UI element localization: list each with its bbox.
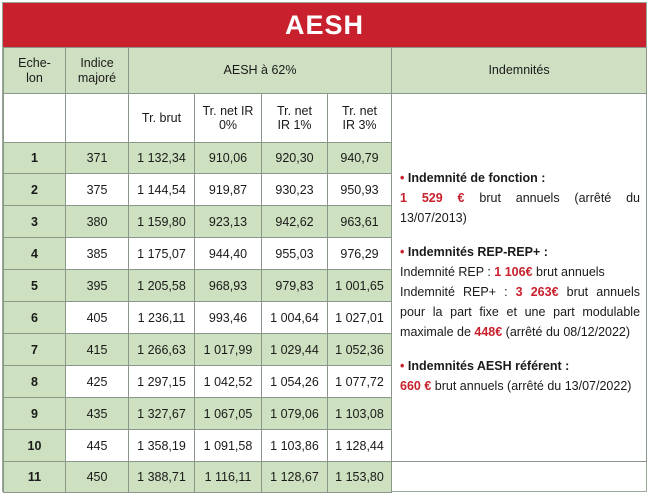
cell-echelon: 3 (4, 206, 66, 238)
cell-indice: 425 (66, 366, 129, 398)
bullet-icon: • (400, 170, 405, 185)
indemnite-rep-amount: 1 106€ (494, 264, 533, 279)
indemnite-repplus-mid: brut annuels pour la part fixe et une part modulable maximale de (400, 284, 641, 339)
cell-tr-brut: 1 266,63 (129, 334, 195, 366)
indemnite-fonction-text: brut annuels (arrêté du 13/07/2013) (400, 190, 641, 225)
indemnite-fonction (400, 168, 640, 228)
col-header-tr-net-ir3-l1: Tr. net (342, 104, 377, 118)
cell-tr-brut: 1 144,54 (129, 174, 195, 206)
indemnite-repplus-amount: 3 263€ (515, 284, 559, 299)
indemnite-repplus-prefix: Indemnité REP+ : (400, 284, 516, 299)
cell-tr-net-ir1: 1 128,67 (262, 462, 328, 493)
cell-tr-net-ir0: 1 017,99 (195, 334, 262, 366)
col-header-tr-net-ir1-l1: Tr. net (277, 104, 312, 118)
cell-tr-net-ir0: 1 091,58 (195, 430, 262, 462)
col-header-indice-l1: Indice (80, 55, 114, 70)
col-header-echelon-l1: Eche- (18, 55, 51, 70)
table-row (4, 462, 647, 493)
cell-tr-net-ir3: 963,61 (328, 206, 392, 238)
col-header-tr-net-ir1-l2: IR 1% (277, 118, 312, 132)
indemnite-rep (400, 242, 640, 342)
cell-indice: 415 (66, 334, 129, 366)
cell-tr-net-ir1: 1 079,06 (262, 398, 328, 430)
cell-tr-net-ir1: 930,23 (262, 174, 328, 206)
cell-indice: 435 (66, 398, 129, 430)
indemnite-referent-amount: 660 € (400, 378, 432, 393)
cell-tr-brut: 1 159,80 (129, 206, 195, 238)
bullet-icon: • (400, 244, 405, 259)
cell-tr-brut: 1 236,11 (129, 302, 195, 334)
indemnite-referent (400, 356, 640, 396)
cell-tr-net-ir3: 940,79 (328, 143, 392, 174)
cell-indice: 375 (66, 174, 129, 206)
cell-tr-net-ir1: 942,62 (262, 206, 328, 238)
cell-echelon: 5 (4, 270, 66, 302)
salary-table (3, 47, 647, 493)
cell-tr-net-ir0: 1 067,05 (195, 398, 262, 430)
cell-echelon: 2 (4, 174, 66, 206)
cell-tr-net-ir0: 1 116,11 (195, 462, 262, 493)
col-header-tr-net-ir0-l2: 0% (218, 118, 238, 132)
cell-tr-net-ir3: 1 001,65 (328, 270, 392, 302)
col-header-echelon (4, 48, 66, 94)
indemnite-fonction-amount: 1 529 € (400, 190, 465, 205)
indemnite-rep-heading: Indemnités REP-REP+ : (407, 244, 548, 259)
sub-header-empty-2 (66, 94, 129, 143)
col-header-indemnites: Indemnités (392, 48, 647, 94)
sub-header-empty-1 (4, 94, 66, 143)
header-row-top (4, 48, 647, 94)
indemnite-rep-prefix: Indemnité REP : (400, 264, 495, 279)
cell-tr-net-ir3: 1 077,72 (328, 366, 392, 398)
cell-tr-net-ir3: 950,93 (328, 174, 392, 206)
cell-tr-net-ir0: 993,46 (195, 302, 262, 334)
cell-tr-net-ir0: 919,87 (195, 174, 262, 206)
col-header-tr-net-ir0-l1: Tr. net IR (202, 104, 254, 118)
col-header-echelon-l2: lon (26, 70, 43, 85)
cell-tr-net-ir3: 976,29 (328, 238, 392, 270)
cell-echelon: 10 (4, 430, 66, 462)
aesh-salary-card (2, 2, 647, 492)
cell-tr-net-ir0: 1 042,52 (195, 366, 262, 398)
cell-tr-brut: 1 175,07 (129, 238, 195, 270)
cell-echelon: 6 (4, 302, 66, 334)
cell-tr-net-ir0: 944,40 (195, 238, 262, 270)
cell-tr-brut: 1 297,15 (129, 366, 195, 398)
cell-tr-brut: 1 205,58 (129, 270, 195, 302)
indemnite-referent-heading: Indemnités AESH référent : (407, 358, 570, 373)
col-header-tr-net-ir1 (262, 94, 328, 143)
indemnites-panel (392, 94, 647, 462)
cell-tr-net-ir3: 1 153,80 (328, 462, 392, 493)
cell-tr-net-ir0: 923,13 (195, 206, 262, 238)
col-header-indice (66, 48, 129, 94)
cell-tr-brut: 1 132,34 (129, 143, 195, 174)
cell-tr-net-ir0: 910,06 (195, 143, 262, 174)
cell-tr-net-ir1: 955,03 (262, 238, 328, 270)
indemnite-referent-text: brut annuels (arrêté du 13/07/2022) (431, 378, 632, 393)
cell-echelon: 11 (4, 462, 66, 493)
page-title: AESH (3, 3, 646, 47)
cell-tr-net-ir1: 979,83 (262, 270, 328, 302)
cell-indice: 395 (66, 270, 129, 302)
col-header-tr-net-ir3 (328, 94, 392, 143)
col-group-header: AESH à 62% (129, 48, 392, 94)
col-header-tr-net-ir3-l2: IR 3% (342, 118, 377, 132)
cell-tr-brut: 1 358,19 (129, 430, 195, 462)
cell-tr-net-ir3: 1 103,08 (328, 398, 392, 430)
cell-echelon: 4 (4, 238, 66, 270)
cell-echelon: 7 (4, 334, 66, 366)
cell-indice: 445 (66, 430, 129, 462)
bullet-icon: • (400, 358, 405, 373)
col-header-tr-net-ir0 (195, 94, 262, 143)
cell-tr-net-ir1: 1 103,86 (262, 430, 328, 462)
cell-tr-net-ir3: 1 027,01 (328, 302, 392, 334)
cell-tr-net-ir3: 1 128,44 (328, 430, 392, 462)
cell-echelon: 8 (4, 366, 66, 398)
cell-tr-brut: 1 388,71 (129, 462, 195, 493)
cell-indice: 385 (66, 238, 129, 270)
cell-tr-net-ir1: 1 054,26 (262, 366, 328, 398)
cell-tr-net-ir1: 1 004,64 (262, 302, 328, 334)
indemnite-rep-suffix: brut annuels (532, 264, 605, 279)
col-header-tr-brut: Tr. brut (129, 94, 195, 143)
indemnite-repplus-suffix: (arrêté du 08/12/2022) (502, 324, 631, 339)
cell-tr-net-ir1: 920,30 (262, 143, 328, 174)
cell-echelon: 1 (4, 143, 66, 174)
cell-tr-brut: 1 327,67 (129, 398, 195, 430)
indemnite-repplus-amount2: 448€ (474, 324, 503, 339)
col-header-indice-l2: majoré (77, 70, 117, 85)
cell-tr-net-ir3: 1 052,36 (328, 334, 392, 366)
indemnite-fonction-heading: Indemnité de fonction : (407, 170, 546, 185)
cell-indice: 380 (66, 206, 129, 238)
cell-echelon: 9 (4, 398, 66, 430)
cell-tr-net-ir0: 968,93 (195, 270, 262, 302)
header-row-sub (4, 94, 647, 143)
cell-indice: 450 (66, 462, 129, 493)
cell-indice: 371 (66, 143, 129, 174)
cell-tr-net-ir1: 1 029,44 (262, 334, 328, 366)
cell-indice: 405 (66, 302, 129, 334)
